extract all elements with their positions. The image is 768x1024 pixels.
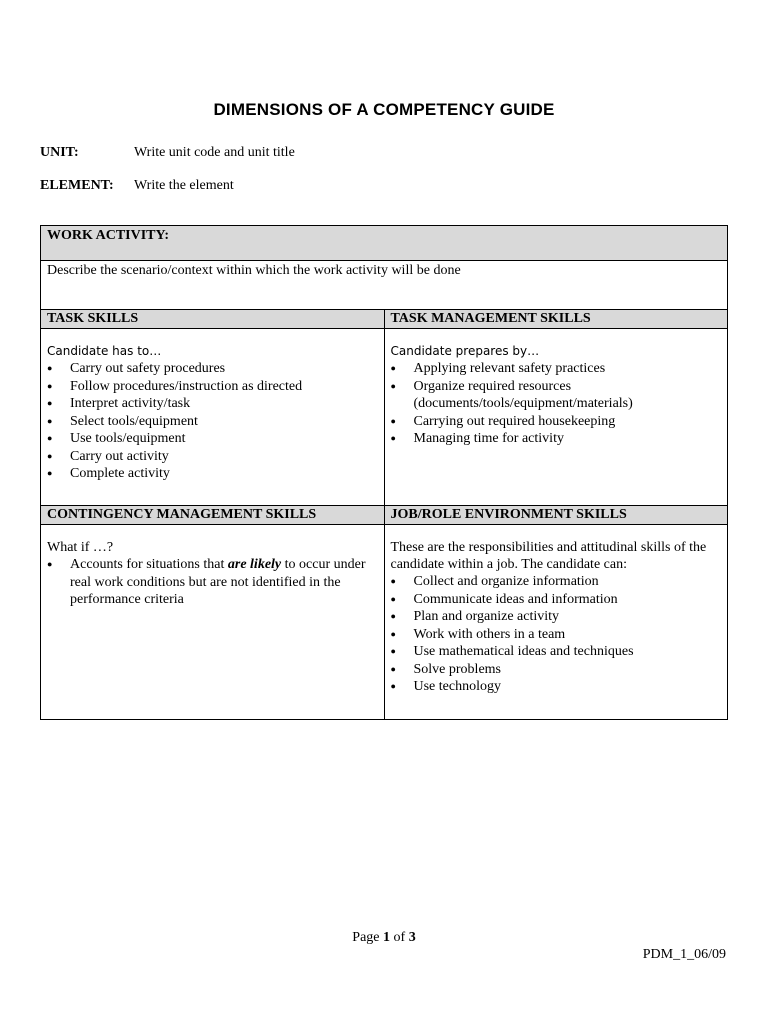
unit-value: Write unit code and unit title [134,145,295,160]
list-item: ● Carry out activity [47,448,378,466]
element-value: Write the element [134,178,234,193]
item-text: Accounts for situations that [70,557,228,572]
task-management-skills-header: TASK MANAGEMENT SKILLS [384,310,728,329]
task-skills-intro: Candidate has to… [47,344,162,358]
task-skills-header: TASK SKILLS [41,310,385,329]
element-label: ELEMENT: [40,178,114,193]
list-item: ● Applying relevant safety practices [391,360,722,378]
job-role-skills-header: JOB/ROLE ENVIRONMENT SKILLS [384,506,728,525]
contingency-skills-list [47,556,378,609]
page-of: of [390,930,409,945]
list-item: ● Carry out safety procedures [47,360,378,378]
contingency-skills-cell [41,525,385,720]
list-item: ● Select tools/equipment [47,413,378,431]
list-item: ● Complete activity [47,465,378,483]
unit-label: UNIT: [40,145,79,160]
task-management-skills-cell [384,329,728,506]
list-item: ● Use mathematical ideas and techniques [391,643,722,661]
job-role-skills-list [391,573,722,696]
page-number [0,930,768,946]
page-title: DIMENSIONS OF A COMPETENCY GUIDE [213,100,555,119]
list-item: ● Organize required resources (documents/tools/equipment/materials) [391,378,722,413]
item-text: to occur under real work conditions but are not identified in the performance criteria [70,557,366,607]
contingency-skills-header: CONTINGENCY MANAGEMENT SKILLS [41,506,385,525]
list-item: ● Collect and organize information [391,573,722,591]
current-page: 1 [383,930,391,945]
list-item: ● Use technology [391,678,722,696]
page-prefix: Page [352,930,384,945]
job-role-skills-cell [384,525,728,720]
task-management-skills-list [391,360,722,448]
competency-table [40,225,728,720]
job-role-skills-intro: These are the responsibilities and attitudinal skills of the candidate within a job. The candidate can: [390,540,707,572]
list-item: ● Managing time for activity [391,430,722,448]
unit-row [40,145,295,161]
work-activity-header: WORK ACTIVITY: [41,226,728,261]
task-skills-cell [41,329,385,506]
emphasis-text: are likely [227,557,282,572]
task-management-skills-intro: Candidate prepares by… [390,344,540,358]
total-pages: 3 [408,930,416,945]
list-item: ● Plan and organize activity [391,608,722,626]
list-item: ● Use tools/equipment [47,430,378,448]
list-item [47,556,378,609]
contingency-skills-intro: What if …? [47,540,114,555]
list-item: ● Solve problems [391,661,722,679]
list-item: ● Carrying out required housekeeping [391,413,722,431]
task-skills-list [47,360,378,483]
work-activity-description: Describe the scenario/context within which the work activity will be done [41,261,728,310]
list-item: ● Follow procedures/instruction as directed [47,378,378,396]
list-item: ● Communicate ideas and information [391,591,722,609]
document-code: PDM_1_06/09 [642,947,726,962]
list-item: ● Interpret activity/task [47,395,378,413]
list-item: ● Work with others in a team [391,626,722,644]
element-row [40,178,234,194]
